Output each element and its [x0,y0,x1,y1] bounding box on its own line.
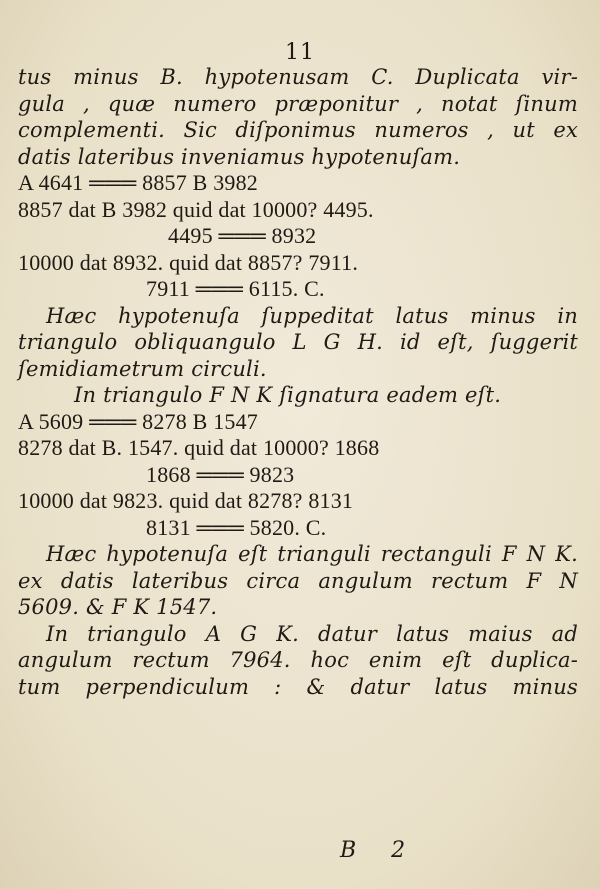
page-number: 11 [285,40,315,65]
text-line: complementi. Sic diſponimus numeros , ut ex [18,118,578,142]
text-line: 7911 ═══ 6115. C. [146,276,325,301]
signature-mark: B 2 [340,838,420,863]
text-block [18,64,578,700]
text-line: 1868 ═══ 9823 [146,461,295,487]
text-line: 8278 dat B. 1547. quid dat 10000? 1868 [18,435,380,460]
text-line: 10000 dat 8932. quid dat 8857? 7911. [18,249,359,275]
text-line: A 5609 ═══ 8278 B 1547 [18,408,259,434]
text-line: ſemidiametrum circuli. [18,356,267,381]
text-line: 4495 ═══ 8932 [168,223,317,248]
text-line: 10000 dat 9823. quid dat 8278? 8131 [18,488,354,513]
text-line: Hæc hypotenuſa eſt trianguli rectanguli F N K. [46,542,578,566]
text-line: Hæc hypotenuſa ſuppeditat latus minus in [46,303,578,328]
text-line: In triangulo A G K. datur latus maius ad [46,621,578,646]
text-line: A 4641 ═══ 8857 B 3982 [18,170,259,195]
text-line: 8131 ═══ 5820. C. [146,514,327,540]
text-line: 5609. & F K 1547. [18,595,218,619]
text-line: ex datis lateribus circa angulum rectum F N [18,568,578,593]
text-line: angulum rectum 7964. hoc enim eſt duplica- [18,648,578,672]
text-line: datis lateribus inveniamus hypotenuſam. [18,144,461,169]
text-line: triangulo obliquangulo L G H. id eſt, ſuggerit [18,330,578,354]
text-line: gula , quæ numero præponitur , notat ſinum [18,91,578,116]
text-line: 8857 dat B 3982 quid dat 10000? 4495. [18,196,374,222]
text-line: In triangulo F N K ſignatura eadem eſt. [74,383,502,407]
text-line: tus minus B. hypotenusam C. Duplicata vir- [18,65,578,89]
text-line: tum perpendiculum : & datur latus minus [18,674,578,699]
